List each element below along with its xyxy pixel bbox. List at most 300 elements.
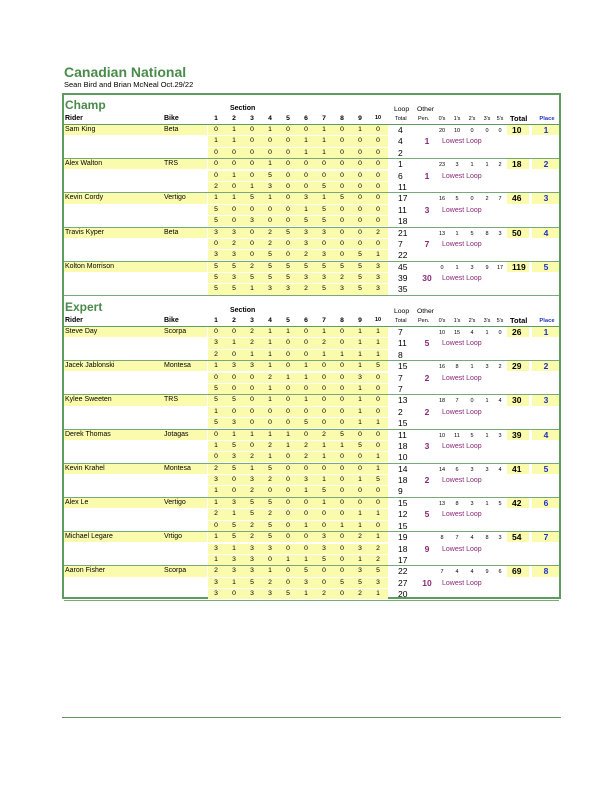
other-penalty: 1	[424, 170, 430, 181]
loop-total: 15	[398, 361, 408, 372]
section-score: 1	[322, 441, 326, 449]
section-score: 5	[232, 521, 236, 529]
section-score: 5	[376, 362, 380, 370]
section-score: 5	[214, 396, 218, 404]
section-score: 0	[304, 544, 308, 552]
other-penalty: 5	[424, 509, 430, 520]
section-score: 0	[304, 510, 308, 518]
score-count: 17	[496, 264, 504, 271]
loop-total: 20	[398, 589, 408, 599]
score-count: 5	[455, 196, 459, 203]
score-count: 1	[470, 162, 474, 169]
loop-total: 7	[398, 327, 403, 337]
section-score: 0	[340, 182, 344, 190]
section-score: 0	[286, 217, 290, 224]
rider-place: 6	[543, 498, 549, 508]
section-score: 5	[268, 171, 272, 179]
section-score: 0	[268, 217, 272, 224]
section-score: 0	[340, 544, 344, 552]
score-count: 23	[438, 162, 446, 169]
section-number-header: 4	[268, 115, 272, 122]
section-score: 0	[340, 590, 344, 597]
section-score: 3	[232, 453, 236, 461]
section-score: 0	[286, 533, 290, 541]
score-count: 0	[498, 128, 502, 134]
score-count: 5	[470, 230, 474, 237]
section-score: 0	[286, 499, 290, 506]
section-score: 1	[214, 487, 218, 495]
section-score: 1	[268, 396, 272, 404]
section-score: 1	[322, 137, 326, 145]
section-score: 5	[322, 217, 326, 224]
section-score: 0	[250, 160, 254, 168]
rider-place: 3	[543, 193, 549, 204]
section-score: 0	[250, 171, 254, 179]
section-score: 3	[232, 567, 236, 575]
section-score: 0	[232, 160, 236, 168]
section-score: 5	[214, 384, 218, 392]
other-penalty: 2	[424, 372, 430, 383]
section-score: 2	[268, 510, 272, 518]
section-score: 0	[358, 182, 362, 190]
other-penalty: 5	[424, 338, 430, 349]
section-score: 2	[304, 453, 308, 461]
score-count: 3	[498, 535, 502, 542]
section-number-header: 5	[286, 115, 290, 122]
rider-divider	[64, 295, 559, 296]
score-count: 7	[440, 569, 444, 576]
score-count: 9	[485, 264, 489, 271]
section-score: 0	[340, 487, 344, 495]
section-score: 2	[232, 239, 236, 247]
section-score: 1	[214, 407, 218, 415]
section-score: 1	[322, 194, 326, 202]
section-score: 0	[322, 362, 326, 370]
section-score: 0	[232, 328, 236, 335]
section-score: 0	[286, 194, 290, 202]
section-score: 3	[214, 476, 218, 484]
rider-total: 119	[512, 261, 526, 272]
score-count: 18	[438, 398, 446, 405]
section-score: 2	[322, 430, 326, 438]
section-score: 3	[358, 373, 362, 381]
section-score: 0	[322, 171, 326, 179]
score-count: 0	[498, 330, 502, 336]
section-score: 1	[268, 328, 272, 335]
loop-total: 18	[398, 216, 408, 226]
section-score: 1	[232, 430, 236, 438]
bike-name: Montesa	[164, 464, 191, 472]
class-title: Champ	[65, 98, 106, 112]
section-score: 0	[340, 339, 344, 347]
section-score: 5	[268, 499, 272, 506]
score-count: 20	[438, 128, 446, 134]
section-score: 5	[232, 533, 236, 541]
section-score: 0	[358, 205, 362, 213]
section-score: 0	[286, 578, 290, 586]
section-score: 0	[358, 239, 362, 247]
class-title: Expert	[65, 300, 103, 314]
section-score: 3	[304, 274, 308, 282]
section-score: 1	[358, 555, 362, 563]
rider-total: 18	[512, 159, 522, 170]
section-score: 2	[214, 464, 218, 472]
section-score: 0	[340, 160, 344, 168]
score-count: 4	[470, 569, 474, 576]
section-score: 1	[322, 126, 326, 133]
loop-total: 15	[398, 498, 408, 508]
section-score: 2	[304, 441, 308, 449]
loop-header-top: Loop	[394, 106, 410, 113]
section-score: 0	[376, 137, 380, 145]
rider-name: Aaron Fisher	[65, 567, 106, 575]
section-score: 0	[286, 137, 290, 145]
section-score: 0	[214, 171, 218, 179]
section-score: 3	[358, 544, 362, 552]
section-score: 0	[250, 251, 254, 259]
bike-name: Vrtigo	[164, 533, 183, 541]
section-score: 1	[358, 126, 362, 133]
score-count: 3	[470, 264, 474, 271]
section-score: 1	[214, 441, 218, 449]
section-score: 0	[322, 239, 326, 247]
section-score: 3	[214, 544, 218, 552]
bike-name: TRS	[164, 396, 178, 404]
document-title: Canadian National	[64, 64, 187, 80]
section-score: 1	[340, 441, 344, 449]
section-score: 0	[358, 499, 362, 506]
section-score: 0	[340, 239, 344, 247]
section-score: 0	[286, 453, 290, 461]
count-header: 5's	[496, 116, 504, 122]
section-score: 0	[250, 373, 254, 381]
section-score: 0	[286, 544, 290, 552]
score-count: 2	[498, 162, 502, 169]
section-score: 0	[304, 499, 308, 506]
section-score: 0	[268, 205, 272, 213]
section-score: 0	[286, 419, 290, 426]
section-score: 5	[250, 499, 254, 506]
section-score: 5	[304, 567, 308, 575]
loop-total: 9	[398, 486, 403, 497]
lowest-loop-label: Lowest Loop	[442, 374, 482, 382]
section-score: 2	[250, 328, 254, 335]
section-score: 1	[250, 430, 254, 438]
section-score: 0	[250, 126, 254, 133]
section-score: 2	[322, 590, 326, 597]
rider-name: Derek Thomas	[65, 430, 111, 438]
bike-header: Bike	[164, 115, 179, 122]
section-score: 5	[232, 262, 236, 270]
lowest-loop-label: Lowest Loop	[442, 579, 482, 587]
score-count: 7	[455, 398, 459, 405]
section-header: Section	[230, 307, 256, 314]
section-score: 5	[358, 285, 362, 293]
section-score: 3	[376, 274, 380, 282]
section-score: 2	[304, 285, 308, 293]
section-number-header: 3	[250, 115, 254, 122]
section-score: 1	[304, 555, 308, 563]
rider-name: Sam King	[65, 126, 96, 133]
section-score: 1	[376, 339, 380, 347]
section-score: 1	[358, 396, 362, 404]
section-score: 0	[376, 182, 380, 190]
section-score: 0	[340, 567, 344, 575]
rider-place: 3	[543, 395, 549, 406]
section-score: 2	[250, 453, 254, 461]
section-number-header: 1	[214, 317, 218, 324]
lowest-loop-label: Lowest Loop	[442, 275, 482, 283]
section-score: 0	[322, 510, 326, 518]
other-penalty: 7	[424, 238, 430, 249]
section-score: 0	[358, 228, 362, 236]
section-score: 0	[232, 476, 236, 484]
section-score: 0	[232, 350, 236, 358]
score-count: 1	[485, 162, 489, 169]
section-score: 5	[214, 262, 218, 270]
section-score: 3	[232, 419, 236, 426]
score-count: 0	[485, 128, 489, 134]
section-number-header: 9	[358, 317, 362, 324]
section-score: 1	[268, 194, 272, 202]
section-score: 1	[304, 487, 308, 495]
section-score: 2	[250, 262, 254, 270]
section-score: 5	[286, 262, 290, 270]
section-score: 0	[376, 148, 380, 156]
section-score: 0	[250, 407, 254, 415]
score-count: 8	[485, 535, 489, 542]
section-score: 0	[232, 148, 236, 156]
count-header: 5's	[496, 318, 504, 324]
score-count: 9	[485, 569, 489, 576]
section-score: 5	[340, 430, 344, 438]
rider-total: 39	[512, 429, 522, 440]
section-score: 0	[376, 521, 380, 529]
section-score: 5	[250, 194, 254, 202]
score-count: 8	[485, 230, 489, 237]
section-score: 2	[340, 274, 344, 282]
section-number-header: 6	[304, 115, 308, 122]
section-score: 2	[214, 350, 218, 358]
section-score: 5	[286, 228, 290, 236]
score-count: 4	[498, 466, 502, 473]
section-score: 3	[232, 251, 236, 259]
total-header: Total	[510, 114, 528, 123]
section-score: 3	[322, 533, 326, 541]
section-score: 5	[286, 590, 290, 597]
score-count: 13	[438, 501, 446, 507]
section-score: 0	[376, 126, 380, 133]
bike-name: Montesa	[164, 362, 191, 370]
section-score: 1	[304, 373, 308, 381]
loop-total: 2	[398, 147, 403, 158]
section-score: 1	[358, 362, 362, 370]
section-score: 0	[358, 430, 362, 438]
loop-total: 6	[398, 170, 403, 181]
other-penalty: 3	[424, 440, 430, 451]
section-score: 3	[214, 578, 218, 586]
section-score: 2	[358, 590, 362, 597]
section-score: 3	[268, 544, 272, 552]
section-score: 5	[232, 464, 236, 472]
rider-total: 26	[512, 327, 522, 337]
section-score: 0	[322, 464, 326, 472]
other-header-top: Other	[417, 106, 434, 113]
section-score: 1	[286, 555, 290, 563]
section-score: 0	[340, 148, 344, 156]
section-score: 2	[268, 373, 272, 381]
section-score: 0	[340, 419, 344, 426]
other-header-bottom: Pen.	[418, 318, 430, 324]
section-score: 0	[340, 396, 344, 404]
bike-name: Vertigo	[164, 194, 186, 202]
section-score: 5	[232, 396, 236, 404]
section-score: 0	[340, 228, 344, 236]
section-score: 3	[250, 476, 254, 484]
rider-name: Kolton Morrison	[65, 262, 115, 270]
loop-total: 12	[398, 509, 408, 520]
score-count: 5	[498, 501, 502, 507]
section-score: 0	[376, 407, 380, 415]
section-score: 2	[214, 510, 218, 518]
section-score: 3	[322, 228, 326, 236]
section-score: 2	[214, 567, 218, 575]
loop-total: 11	[398, 204, 407, 215]
score-count: 1	[455, 230, 459, 237]
section-score: 3	[214, 251, 218, 259]
section-score: 5	[268, 274, 272, 282]
section-score: 3	[376, 285, 380, 293]
section-score: 1	[268, 160, 272, 168]
section-score: 0	[214, 328, 218, 335]
other-penalty: 3	[424, 204, 430, 215]
rider-place: 5	[543, 261, 549, 272]
section-score: 0	[250, 396, 254, 404]
score-count: 15	[453, 330, 461, 336]
section-score: 5	[340, 194, 344, 202]
score-count: 16	[438, 364, 446, 371]
section-score: 1	[358, 339, 362, 347]
rider-name: Michael Legare	[65, 533, 113, 541]
section-score: 0	[250, 148, 254, 156]
score-count: 1	[485, 398, 489, 405]
section-score: 0	[322, 373, 326, 381]
section-score: 1	[304, 590, 308, 597]
section-score: 5	[268, 464, 272, 472]
rider-total: 29	[512, 361, 522, 372]
section-score: 5	[322, 487, 326, 495]
score-count: 3	[470, 501, 474, 507]
score-count: 8	[455, 501, 459, 507]
section-score: 1	[232, 510, 236, 518]
loop-total: 7	[398, 238, 403, 249]
section-score: 2	[358, 533, 362, 541]
section-score: 5	[322, 205, 326, 213]
section-score: 0	[286, 148, 290, 156]
other-penalty: 2	[424, 406, 430, 417]
section-score: 3	[214, 339, 218, 347]
score-count: 0	[470, 196, 474, 203]
section-score: 0	[322, 419, 326, 426]
section-score: 0	[286, 510, 290, 518]
section-score: 3	[304, 239, 308, 247]
rider-name: Kylee Sweeten	[65, 396, 112, 404]
section-score: 1	[304, 521, 308, 529]
section-score: 0	[250, 384, 254, 392]
section-score: 2	[214, 182, 218, 190]
section-score: 0	[304, 384, 308, 392]
section-score: 5	[214, 285, 218, 293]
lowest-loop-label: Lowest Loop	[442, 511, 482, 519]
section-score: 0	[376, 217, 380, 224]
section-score: 0	[340, 205, 344, 213]
section-score: 1	[286, 373, 290, 381]
section-score: 1	[358, 510, 362, 518]
loop-header-bottom: Total	[395, 116, 407, 122]
lowest-loop-label: Lowest Loop	[442, 240, 482, 248]
score-count: 14	[438, 466, 446, 473]
section-number-header: 8	[340, 115, 344, 122]
section-score: 5	[232, 285, 236, 293]
rider-name: Travis Kyper	[65, 228, 105, 236]
section-score: 0	[268, 555, 272, 563]
section-score: 0	[268, 137, 272, 145]
section-score: 1	[250, 464, 254, 472]
section-score: 1	[286, 430, 290, 438]
section-score: 0	[214, 373, 218, 381]
score-count: 4	[470, 330, 474, 336]
score-count: 8	[455, 364, 459, 371]
section-score: 3	[232, 274, 236, 282]
loop-total: 17	[398, 193, 408, 204]
section-score: 1	[322, 350, 326, 358]
section-score: 0	[304, 182, 308, 190]
bike-name: Beta	[164, 228, 179, 236]
loop-total: 27	[398, 577, 408, 588]
rider-header: Rider	[65, 115, 83, 122]
section-score: 1	[376, 590, 380, 597]
section-score: 0	[286, 205, 290, 213]
section-score: 0	[322, 567, 326, 575]
section-score: 0	[268, 419, 272, 426]
score-count: 1	[485, 432, 489, 439]
rider-place: 8	[543, 566, 549, 577]
section-score: 2	[376, 544, 380, 552]
score-count: 6	[498, 569, 502, 576]
rider-name: Alex Le	[65, 499, 89, 506]
section-score: 1	[268, 339, 272, 347]
section-score: 5	[268, 521, 272, 529]
rider-place: 4	[543, 227, 549, 238]
section-score: 2	[250, 533, 254, 541]
section-score: 0	[250, 137, 254, 145]
section-score: 5	[214, 274, 218, 282]
section-score: 0	[358, 171, 362, 179]
rider-total: 46	[512, 193, 522, 204]
section-score: 2	[268, 441, 272, 449]
section-score: 1	[268, 567, 272, 575]
section-score: 0	[358, 453, 362, 461]
loop-total: 18	[398, 543, 408, 554]
section-score: 3	[286, 285, 290, 293]
section-score: 5	[358, 578, 362, 586]
rider-name: Steve Day	[65, 328, 98, 335]
section-score: 0	[340, 126, 344, 133]
total-header: Total	[510, 316, 528, 325]
section-score: 5	[322, 285, 326, 293]
bike-name: Beta	[164, 126, 179, 133]
rider-total: 42	[512, 498, 522, 508]
